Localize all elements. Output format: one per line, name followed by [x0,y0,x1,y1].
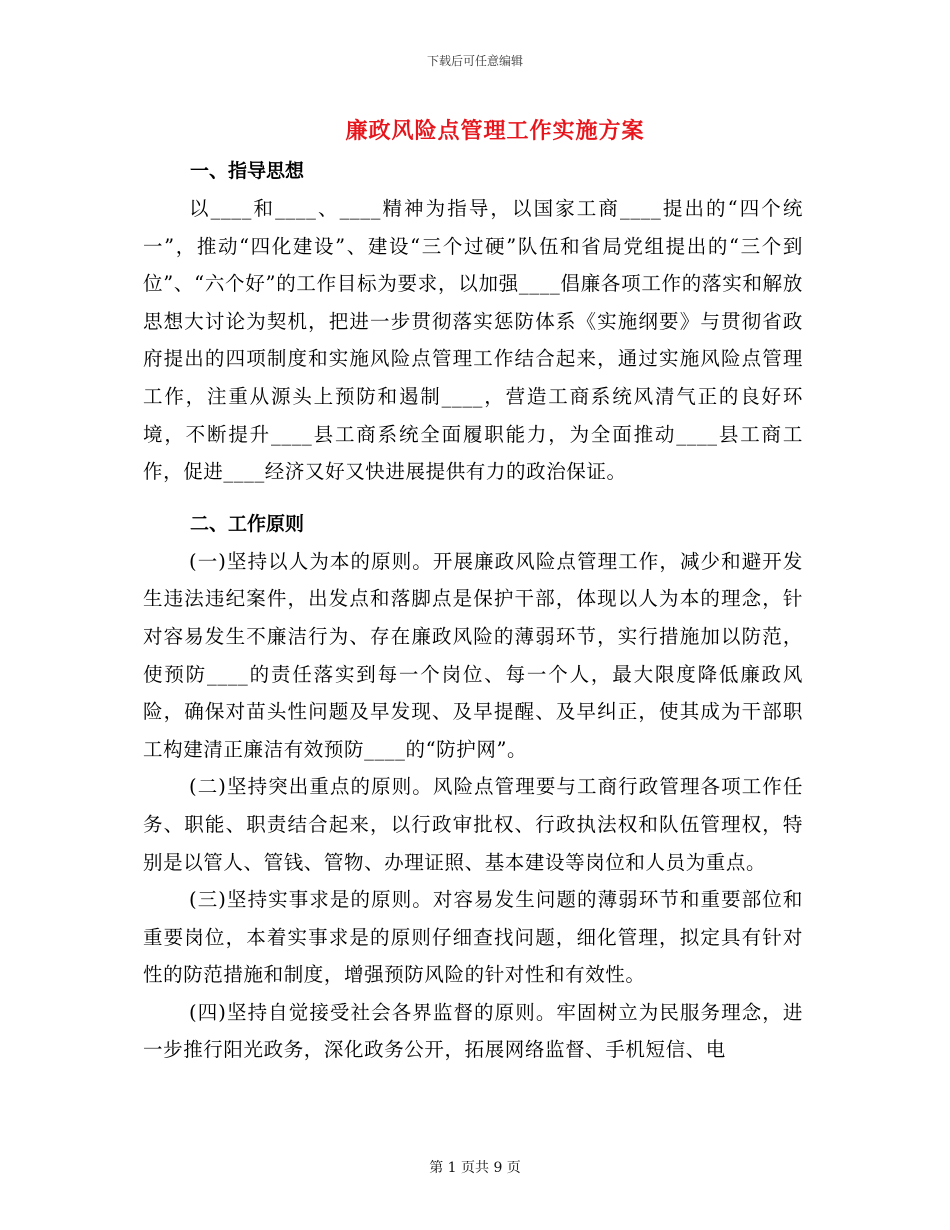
section-heading-work-principles: 二、工作原则 [190,512,305,535]
section-heading-guiding-ideology: 一、指导思想 [190,160,305,182]
paragraph-principle-seek-truth: (三)坚持实事求是的原则。对容易发生问题的薄弱环节和重要部位和重要岗位，本着实事求是的原则仔细查找问题，细化管理，拟定具有针对性的防范措施和制度，增强预防风险的针对性和有效性。 [143,888,803,987]
paragraph-guiding-ideology: 以____和____、____精神为指导，以国家工商____提出的“四个统一”，推动“四化建设”、建设“三个过硬”队伍和省局党组提出的“三个到位”、“六个好”的工作目标为要求，以加强____倡廉各项工作的落实和解放思想大讨论为契机，把进一步贯彻落实惩防体系《实施纲要》与贯彻省政府提出的四项制度和实施风险点管理工作结合起来，通过实施风险点管理工作，注重从源头上预防和遏制____，营造工商系统风清气正的良好环境，不断提升____县工商系统全面履职能力，为全面推动____县工商工作，促进____经济又好又快进展提供有力的政治保证。 [143,197,803,484]
document-body [143,152,803,1069]
page-number: 第 1 页共 9 页 [429,1160,521,1176]
document-title: 廉政风险点管理工作实施方案 [345,118,645,144]
page-header-note: 下载后可任意编辑 [426,54,523,68]
paragraph-principle-key-points: (二)坚持突出重点的原则。风险点管理要与工商行政管理各项工作任务、职能、职责结合起来，以行政审批权、行政执法权和队伍管理权，特别是以管人、管钱、管物、办理证照、基本建设等岗位和人员为重点。 [143,775,803,874]
paragraph-principle-people-oriented: (一)坚持以人为本的原则。开展廉政风险点管理工作，减少和避开发生违法违纪案件，出发点和落脚点是保护干部，体现以人为本的理念，针对容易发生不廉洁行为、存在廉政风险的薄弱环节，实行措施加以防范，使预防____的责任落实到每一个岗位、每一个人，最大限度降低廉政风险，确保对苗头性问题及早发现、及早提醒、及早纠正，使其成为干部职工构建清正廉洁有效预防____的“防护网”。 [143,549,803,761]
paragraph-principle-supervision: (四)坚持自觉接受社会各界监督的原则。牢固树立为民服务理念，进一步推行阳光政务，深化政务公开，拓展网络监督、手机短信、电 [143,1000,803,1062]
